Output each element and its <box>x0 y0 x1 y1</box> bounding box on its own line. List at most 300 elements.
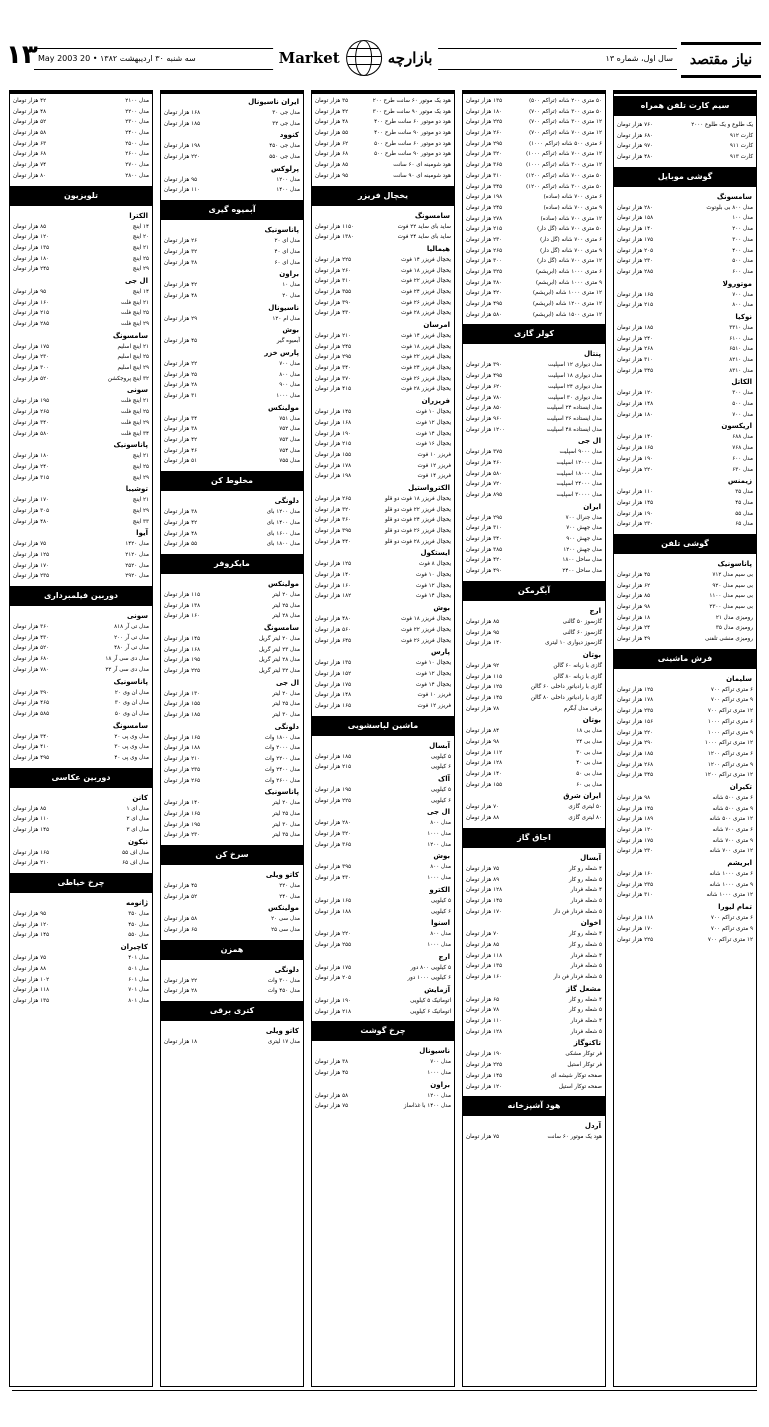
price-row <box>312 829 454 840</box>
price-row <box>614 300 756 311</box>
item-price: ۱۶۵ هزار تومان <box>315 897 352 904</box>
item-price: ۱۱۸ هزار تومان <box>466 952 503 959</box>
price-row <box>312 896 454 907</box>
brand-heading: کنوود <box>279 131 299 140</box>
item-name: ۵ کیلویی ۸۰۰ دور <box>410 964 451 971</box>
item-name: یک طلوع و یک طلوع ۲۰۰۰ <box>691 122 753 128</box>
item-price: ۱۶۵ هزار تومان <box>13 849 50 856</box>
item-price: ۱۷۰ هزار تومان <box>617 925 654 932</box>
item-price: ۶۲ هزار تومان <box>617 582 651 589</box>
price-row <box>312 762 454 773</box>
item-name: یخچال فریزر ۲۴ فوت <box>401 365 451 372</box>
item-price: ۱۸۸ هزار تومان <box>315 908 352 915</box>
item-price: ۴۳۰ هزار تومان <box>315 875 352 882</box>
price-row <box>161 119 303 130</box>
price-row <box>161 185 303 196</box>
price-row <box>614 793 756 804</box>
category-header <box>312 186 454 206</box>
price-row <box>312 570 454 581</box>
item-price: ۲۳۰ هزار تومان <box>466 236 503 243</box>
price-row <box>463 458 605 469</box>
price-row <box>463 523 605 534</box>
price-row <box>463 267 605 278</box>
item-name: آبمیوه گیر <box>276 338 300 345</box>
item-price: ۲۳۰ هزار تومان <box>617 258 654 265</box>
issue-date: سه شنبه ۳۰ اردیبهشت ۱۳۸۲ • 20 May 2003 <box>38 54 196 63</box>
brand-heading: توشیبا <box>125 485 148 494</box>
item-name: مدل ای ۴۰ <box>274 248 300 255</box>
brand-heading: سامسونگ <box>716 192 752 201</box>
price-row <box>463 566 605 577</box>
item-price: ۲۴۰ هزار تومان <box>617 335 654 342</box>
price-row <box>10 107 152 118</box>
item-price: ۴۸ هزار تومان <box>164 530 198 537</box>
item-name: مدل ۸۳۱۰ <box>729 367 753 374</box>
brand-heading: سلیمان <box>726 674 752 683</box>
price-row <box>463 425 605 436</box>
item-price: ۱۱۵۰ هزار تومان <box>315 223 355 230</box>
price-row <box>10 930 152 941</box>
item-price: ۸۴ هزار تومان <box>466 728 500 735</box>
brand-heading: سامسونگ <box>112 331 148 340</box>
brand-heading: سامسونگ <box>112 721 148 730</box>
price-row <box>463 382 605 393</box>
price-row <box>463 403 605 414</box>
brand-heading: امرسان <box>423 321 450 329</box>
item-price: ۳۸ هزار تومان <box>164 259 198 266</box>
item-name: ۹ متری ۱۰۰۰ شانه <box>709 881 753 888</box>
item-name: مدل تی آر ۸۱۸ <box>114 624 149 631</box>
item-price: ۱۶۰ هزار تومان <box>164 613 201 620</box>
item-price: ۱۴۸ هزار تومان <box>315 692 352 699</box>
price-row <box>463 1049 605 1060</box>
item-price: ۵۵ هزار تومان <box>315 130 349 137</box>
price-row <box>463 117 605 128</box>
item-price: ۳۴۵ هزار تومان <box>617 367 654 374</box>
price-row <box>10 495 152 506</box>
item-name: ۱۲ متری ۳۰۰ شانه (تراکم ۱۰۰۰) <box>525 162 602 169</box>
item-name: هود دو موتور ۶۰ سانت طرح ۵۰۰ <box>374 140 451 147</box>
item-name: فریزر ۱۲ فوت <box>417 462 451 469</box>
item-price: ۱۵۲ هزار تومان <box>315 670 352 677</box>
price-row <box>161 976 303 987</box>
item-price: ۲۹۵ هزار تومان <box>315 354 352 361</box>
item-name: مدل ۲۴۰۰ <box>125 130 149 137</box>
price-row <box>463 813 605 824</box>
item-name: مدل دیواری ۳۰ اسپلیت <box>548 394 602 401</box>
price-row <box>614 869 756 880</box>
item-name: مدل ۶۸۸ <box>732 434 753 441</box>
item-price: ۲۹ هزار تومان <box>164 315 198 322</box>
brand-heading: پاناسونیک <box>264 788 299 797</box>
item-price: ۱۱۸ هزار تومان <box>617 915 654 922</box>
item-name: هود دو موتور ۶۰ سانت طرح ۴۰۰ <box>374 119 451 126</box>
price-row <box>614 141 756 152</box>
price-row <box>463 1005 605 1016</box>
item-name: یخچال فریزر ۱۸ فوت <box>401 267 451 274</box>
price-row <box>161 435 303 446</box>
category-header <box>614 96 756 116</box>
item-price: ۱۸۰ هزار تومان <box>617 411 654 418</box>
item-price: ۵۱ هزار تومان <box>164 458 198 465</box>
item-price: ۲۱۵ هزار تومان <box>617 302 654 309</box>
item-price: ۵۸ هزار تومان <box>13 130 47 137</box>
brand-heading: اسنوا <box>431 919 450 928</box>
item-name: مدل ۱۶۰۰ بای <box>266 530 300 537</box>
item-name: ۵ کیلویی <box>430 753 451 760</box>
item-price: ۱۳۸ هزار تومان <box>164 602 201 609</box>
item-price: ۳۱۰ هزار تومان <box>617 357 654 363</box>
item-name: یخچال فریزر ۲۲ فوت دو قلو <box>384 506 451 513</box>
item-name: مدل ۲۱۲۰ <box>125 552 149 558</box>
item-price: ۱۷۵ هزار تومان <box>617 837 654 844</box>
item-price: ۵۶۰ هزار تومان <box>315 626 352 633</box>
item-price: ۸۵ هزار تومان <box>466 941 500 948</box>
price-row <box>614 738 756 749</box>
item-name: بی سیم مدل ۷۱۲ <box>712 571 753 578</box>
price-row <box>10 128 152 139</box>
category-header <box>10 186 152 206</box>
item-name: مدل ۲۶۰۰ وات <box>264 777 300 784</box>
price-row <box>463 758 605 769</box>
item-price: ۵۸۰ هزار تومان <box>466 311 503 318</box>
price-row <box>10 254 152 265</box>
item-name: مدل ان وی ۳۰ <box>114 700 149 707</box>
item-price: ۸۵ هزار تومان <box>13 805 47 812</box>
brand-heading: ارج <box>589 606 601 615</box>
item-price: ۴۲ هزار تومان <box>164 519 198 526</box>
item-price: ۴۹۵ هزار تومان <box>13 754 50 761</box>
price-row <box>614 623 756 634</box>
item-name: ۱۲ متری ۳۰۰ شانه (تراکم ۷۰۰) <box>528 119 602 126</box>
item-price: ۲۲۵ هزار تومان <box>315 797 352 804</box>
price-row <box>161 529 303 540</box>
item-name: مدل ۲۶۰۰ <box>125 151 149 158</box>
brand-heading: زیمنس <box>727 477 752 486</box>
price-row <box>614 465 756 476</box>
item-price: ۲۸۵ هزار تومان <box>13 321 50 327</box>
item-price: ۶۵ هزار تومان <box>164 927 198 933</box>
brand-heading: آاک <box>438 775 450 783</box>
item-price: ۴۸۰ هزار تومان <box>617 154 654 161</box>
category-header <box>463 1096 605 1116</box>
price-row <box>10 539 152 550</box>
item-name: یخچال فریزر ۲۶ فوت <box>401 299 451 306</box>
item-name: مدل ۳۵ لیتر <box>272 832 300 839</box>
price-row <box>463 479 605 490</box>
price-row <box>10 550 152 561</box>
item-name: مدل تی آر ۴۸۰ <box>114 645 149 652</box>
item-price: ۳۱ هزار تومان <box>164 393 198 399</box>
price-row <box>614 634 756 645</box>
brand-heading: اخوان <box>580 919 601 928</box>
item-price: ۸۰ هزار تومان <box>13 172 47 179</box>
category-title: سرخ کن <box>215 849 249 859</box>
price-row <box>463 171 605 182</box>
item-name: هود یک موتور ۶۰ سانت طرح ۲۰۰ <box>372 98 451 104</box>
price-row <box>161 175 303 186</box>
item-name: یخچال فریزر ۱۴ فوت <box>401 333 451 339</box>
item-price: ۱۴۵ هزار تومان <box>617 499 654 506</box>
price-row <box>10 996 152 1007</box>
price-row <box>463 929 605 940</box>
item-name: مدل ۲۰ <box>282 292 300 299</box>
price-row <box>161 258 303 269</box>
price-row <box>614 613 756 624</box>
item-name: مدل ای ۲ <box>126 816 149 823</box>
price-row <box>161 507 303 518</box>
item-price: ۳۱۵ هزار تومان <box>13 474 50 481</box>
item-price: ۲۲۰ هزار تومان <box>617 729 654 736</box>
item-name: ۳۲ اینچ پروجکشن <box>107 375 149 382</box>
item-price: ۲۰۵ هزار تومان <box>315 975 352 982</box>
item-name: مدل ۱۷ لیتری <box>267 1039 300 1046</box>
item-price: ۶۳ هزار تومان <box>13 140 47 147</box>
item-price: ۴۹۵ هزار تومان <box>466 373 503 380</box>
price-row <box>161 152 303 163</box>
item-name: مدل ۱۴۰۰ با غذاساز <box>403 1103 451 1110</box>
item-name: ۶ متری تراکم ۷۰۰ <box>710 915 753 922</box>
brand-heading: کاتو ویلی <box>265 870 299 879</box>
item-name: ۶ متری ۷۰۰ شانه (گل دار) <box>539 236 602 243</box>
item-name: ۵۰ متری ۷۰۰ شانه (تراکم ۱۲۰۰) <box>525 172 602 179</box>
item-price: ۲۱۸ هزار تومان <box>315 1008 352 1015</box>
price-row <box>463 1071 605 1082</box>
price-row <box>312 785 454 796</box>
item-name: مدل ۱۲۰۰۰ اسپلیت <box>556 459 602 466</box>
price-row <box>312 266 454 277</box>
item-name: ۲۵ اینچ اسلیم <box>117 354 149 361</box>
item-price: ۳۲ هزار تومان <box>164 248 198 255</box>
price-row <box>312 1101 454 1112</box>
item-price: ۴۶ هزار تومان <box>164 447 198 454</box>
price-row <box>463 414 605 425</box>
price-row <box>312 352 454 363</box>
item-name: یخچال فریزر ۲۶ فوت <box>401 637 451 644</box>
item-price: ۸۵ هزار تومان <box>315 162 349 169</box>
price-row <box>312 818 454 829</box>
price-row <box>312 342 454 353</box>
category-header <box>312 716 454 736</box>
price-row <box>10 698 152 709</box>
item-price: ۱۲۸ هزار تومان <box>466 760 503 767</box>
item-name: ۵۰ متری ۳۰۰ شانه (تراکم ۷۰۰) <box>528 108 602 115</box>
item-name: مدل ۱۲۰۰ <box>276 176 300 183</box>
item-price: ۶۸ هزار تومان <box>13 151 47 158</box>
item-name: ۲۵ اینچ <box>132 463 149 470</box>
price-row <box>463 737 605 748</box>
price-row <box>614 399 756 410</box>
price-row <box>312 907 454 918</box>
item-price: ۷۶۰ هزار تومان <box>617 122 654 128</box>
item-name: مدل بی ۱۸ <box>576 728 602 735</box>
item-price: ۱۴۵ هزار تومان <box>617 805 654 812</box>
price-row <box>463 96 605 107</box>
brand-heading: بوتان <box>582 716 601 725</box>
item-price: ۱۵۵ هزار تومان <box>315 451 352 458</box>
price-row <box>463 896 605 907</box>
item-name: ۶ متری ۵۰۰ شانه (تراکم ۱۰۰۰) <box>528 140 602 147</box>
item-name: یخچال ۱۶ فوت <box>416 441 451 448</box>
item-price: ۴۵ هزار تومان <box>164 882 198 889</box>
item-name: مدل ۲۵ لیتر <box>272 602 300 609</box>
brand-heading: پاناسونیک <box>717 559 752 568</box>
price-row <box>312 515 454 526</box>
price-row <box>463 951 605 962</box>
item-name: فریزر ۱۴ فوت <box>417 473 451 480</box>
item-name: هود یک موتور ۶۰ سانت <box>547 1134 602 1141</box>
price-row <box>463 107 605 118</box>
price-row <box>463 299 605 310</box>
brand-heading: ال جی <box>275 678 299 687</box>
price-row <box>161 370 303 381</box>
item-price: ۶۲۰ هزار تومان <box>466 383 503 390</box>
item-name: ۸۰ لیتری گازی <box>568 815 602 822</box>
item-price: ۴۲۰ هزار تومان <box>466 290 503 297</box>
item-price: ۸۸ هزار تومان <box>13 965 47 972</box>
item-name: مدل ۳۳۱۰ <box>729 324 753 331</box>
price-row <box>10 319 152 330</box>
price-row <box>161 881 303 892</box>
price-row <box>161 141 303 152</box>
item-name: فر توکار مشکی <box>565 1051 602 1058</box>
price-row <box>312 840 454 851</box>
price-row <box>312 929 454 940</box>
price-row <box>10 848 152 859</box>
price-row <box>161 611 303 622</box>
item-price: ۳۵ هزار تومان <box>315 98 349 104</box>
price-row <box>161 699 303 710</box>
category-title: مایکروفر <box>214 558 250 568</box>
price-row <box>614 749 756 760</box>
price-row <box>312 276 454 287</box>
item-name: گازی با زبانه ۶۰ گالن <box>553 662 602 669</box>
price-row <box>10 506 152 517</box>
item-price: ۱۸۵ هزار تومان <box>164 712 201 719</box>
item-name: ۲۹ اینچ اسلیم <box>117 365 149 372</box>
brand-heading: تمام لیورا <box>718 903 752 912</box>
price-row <box>10 287 152 298</box>
item-price: ۳۷۵ هزار تومان <box>466 449 503 456</box>
item-name: ۲۰ اینچ <box>132 234 149 241</box>
item-price: ۲۵ هزار تومان <box>164 371 198 378</box>
item-price: ۴۸۰ هزار تومان <box>13 518 50 525</box>
item-price: ۳۴۰ هزار تومان <box>13 733 50 740</box>
item-price: ۳۹۵ هزار تومان <box>315 864 352 871</box>
item-price: ۱۸۵ هزار تومان <box>164 120 201 127</box>
price-row <box>614 432 756 443</box>
item-name: اتوماتیک ۵ کیلویی <box>410 997 451 1004</box>
price-row <box>614 913 756 924</box>
item-name: اتوماتیک ۶ کیلویی <box>410 1008 451 1015</box>
category-header <box>161 471 303 491</box>
price-row <box>10 363 152 374</box>
item-price: ۲۶۰ هزار تومان <box>315 267 352 274</box>
category-title: سیم کارت تلفن همراه <box>640 101 730 110</box>
item-price: ۲۷۸ هزار تومان <box>466 215 503 222</box>
price-row <box>463 278 605 289</box>
item-name: ۱۲ متری ۱۲۰۰ شانه (ابریشم) <box>532 301 602 308</box>
brand-heading: سونی <box>127 612 148 621</box>
item-name: رومیزی منشی تلفنی <box>704 636 753 643</box>
price-row <box>161 590 303 601</box>
price-row <box>614 728 756 739</box>
price-row <box>10 298 152 309</box>
item-price: ۳۲۰ هزار تومان <box>315 831 352 838</box>
item-price: ۳۹۰ هزار تومان <box>315 299 352 306</box>
item-name: ۶ متری ۷۰۰ شانه <box>712 827 753 833</box>
price-columns <box>12 90 757 1385</box>
category-title: دوربین عکاسی <box>51 772 111 782</box>
price-row <box>312 232 454 243</box>
item-name: مدل ۳۰۰ <box>732 390 753 397</box>
brand-heading: تاکنوگاز <box>573 1039 601 1048</box>
price-row <box>614 804 756 815</box>
price-row <box>10 232 152 243</box>
price-row <box>161 314 303 325</box>
price-row <box>10 825 152 836</box>
item-price: ۱۷۵ هزار تومان <box>617 236 654 243</box>
item-name: مدل اف ۵۵ <box>122 849 149 856</box>
item-price: ۸۵ هزار تومان <box>13 223 47 230</box>
item-price: ۲۱۰ هزار تومان <box>13 860 50 867</box>
price-row <box>312 1057 454 1068</box>
item-price: ۳۱۰ هزار تومان <box>466 172 503 179</box>
item-price: ۵۲۰ هزار تومان <box>13 375 50 382</box>
item-name: یخچال فریزر ۱۴ فوت <box>401 256 451 263</box>
item-price: ۱۸ هزار تومان <box>617 614 651 621</box>
price-row <box>312 160 454 171</box>
item-name: مدل ۶۵ <box>735 521 753 528</box>
price-row <box>312 973 454 984</box>
item-price: ۱۸۰ هزار تومان <box>13 453 50 460</box>
price-row <box>161 914 303 925</box>
price-row <box>161 391 303 402</box>
price-row <box>463 203 605 214</box>
price-row <box>312 171 454 182</box>
item-price: ۲۹۵ هزار تومان <box>466 514 503 521</box>
category-header <box>161 200 303 220</box>
item-price: ۱۴۵ هزار تومان <box>466 1072 503 1079</box>
item-price: ۲۴۵ هزار تومان <box>13 266 50 273</box>
item-name: مدل ۲۳۰۰ <box>125 119 149 126</box>
price-row <box>312 494 454 505</box>
price-row <box>10 804 152 815</box>
price-row <box>614 487 756 498</box>
item-name: مدل ۸۰۰ <box>430 931 451 938</box>
brand-heading: مشعل گاز <box>566 984 601 993</box>
item-price: ۱۴۰ هزار تومان <box>466 771 503 778</box>
brand-heading: پنتال <box>583 350 601 359</box>
brand-heading: پاناسونیک <box>113 441 148 450</box>
item-price: ۱۹۰ هزار تومان <box>466 1051 503 1058</box>
item-name: یخچال فریزر ۱۸ فوت <box>401 343 451 350</box>
item-price: ۶۵ هزار تومان <box>466 996 500 1003</box>
brand-heading: ال جی <box>124 276 148 285</box>
price-row <box>312 591 454 602</box>
item-name: ۲۹ اینچ فلت <box>120 321 149 327</box>
price-row <box>10 473 152 484</box>
price-row <box>10 243 152 254</box>
item-name: ۲۱ اینچ <box>132 497 149 504</box>
item-price: ۱۹۰ هزار تومان <box>315 430 352 437</box>
item-price: ۱۴۵ هزار تومان <box>13 932 50 939</box>
item-price: ۲۸۰ هزار تومان <box>617 204 654 211</box>
item-price: ۳۶۵ هزار تومان <box>315 841 352 848</box>
item-name: یخچال فریزر ۲۸ فوت <box>401 310 451 317</box>
item-name: برقی مدل آبگرم <box>563 705 602 712</box>
item-name: ۹ متری ۵۰۰ شانه <box>712 805 753 812</box>
